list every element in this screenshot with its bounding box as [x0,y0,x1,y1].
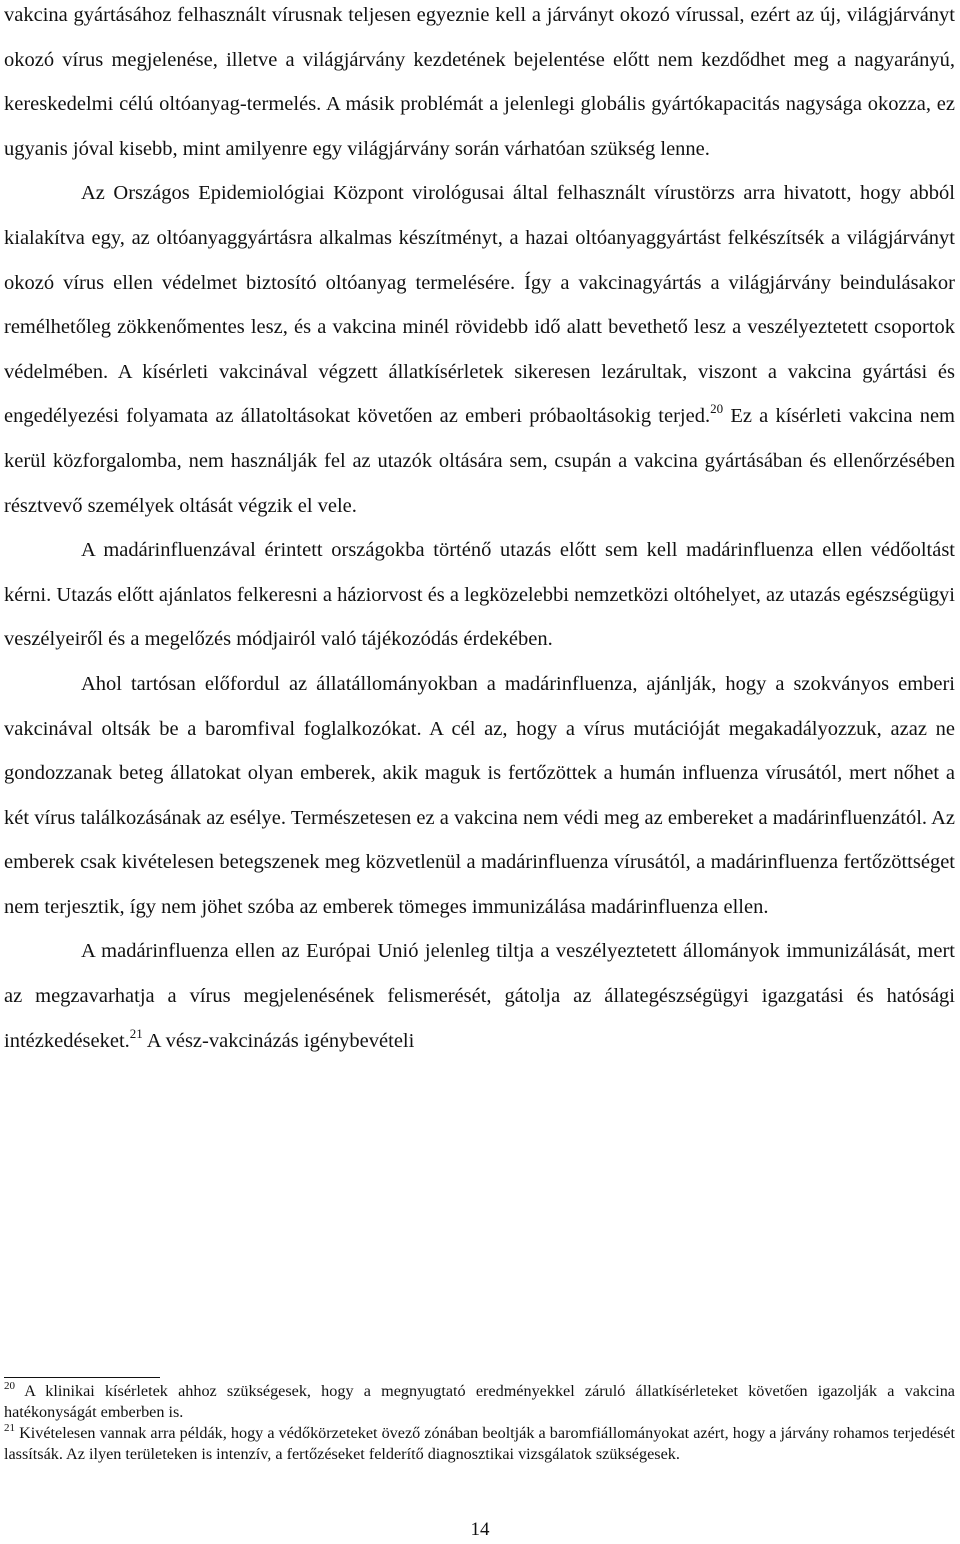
paragraph-text: Ez a kísérleti vakcina nem kerül közforgalomba, nem használják fel az utazók oltására sem, csupán a vakcina gyártásában és ellenőrzésében résztvevő személyek oltását végzik el vele. [4,405,955,517]
footnote-reference: 21 [129,1025,143,1041]
footnote [4,1423,955,1465]
paragraph: vakcina gyártásához felhasznált vírusnak teljesen egyeznie kell a járványt okozó vírussal, ezért az új, világjárványt okozó vírus megjelenése, illetve a világjárvány kezdetének bejelentése előtt nem kezdődhet meg a nagyarányú, kereskedelmi célú oltóanyag-termelés. A másik problémát a jelenlegi globális gyártókapacitás nagysága okozza, ez ugyanis jóval kisebb, mint amilyenre egy világjárvány során várhatóan szükség lenne. [4,4,955,160]
footnote-text: Kivételesen vannak arra példák, hogy a védőkörzeteket övező zónában beoltják a baromfiállományokat azért, hogy a járvány rohamos terjedését lassítsák. Az ilyen területeken is intenzív, a fertőzéseket felderítő diagnosztikai vizsgálatok szükségesek. [4,1424,955,1463]
paragraph [4,929,955,1063]
page-number: 14 [470,1519,490,1540]
paragraph-text: Az Országos Epidemiológiai Központ virológusai által felhasznált vírustörzs arra hivatott, hogy abból kialakítva egy, az oltóanyaggyártásra alkalmas készítményt, a hazai oltóanyaggyártást felkészítsék a világjárványt okozó vírus ellen védelmet biztosító oltóanyag termelésére. Így a vakcinagyártás a világjárvány beindulásakor remélhetőleg zökkenőmentes lesz, és a vakcina minél rövidebb idő alatt bevethető lesz a veszélyeztetett csoportok védelmében. A kísérleti vakcinával végzett állatkísérletek sikeresen lezárultak, viszont a vakcina gyártási és engedélyezési folyamata az állatoltásokat követően az emberi próbaoltásokig terjed. [4,182,955,428]
paragraph-text: A vész-vakcinázás igénybevételi [142,1029,415,1052]
document-page [4,0,955,1063]
footnotes [4,1381,955,1465]
paragraph: A madárinfluenzával érintett országokba történő utazás előtt sem kell madárinfluenza ellen védőoltást kérni. Utazás előtt ajánlatos felkeresni a háziorvost és a legközelebbi nemzetközi oltóhelyet, az utazás egészségügyi veszélyeiről és a megelőzés módjairól való tájékozódás érdekében. [4,539,955,651]
paragraph [4,171,955,528]
footnote-text: A klinikai kísérletek ahhoz szükségesek, hogy a megnyugtató eredményekkel záruló állatkísérleteket követően igazolják a vakcina hatékonyságát emberben is. [4,1382,955,1421]
footnote-divider [4,1377,160,1378]
footnote-number: 21 [4,1422,15,1434]
footnote-reference: 20 [710,401,724,417]
paragraph-text: A madárinfluenza ellen az Európai Unió jelenleg tiltja a veszélyeztetett állományok immunizálását, mert az megzavarhatja a vírus megjelenésének felismerését, gátolja az állategészségügyi igazgatási és hatósági intézkedéseket. [4,940,955,1052]
footnote [4,1381,955,1423]
footnote-number: 20 [4,1380,15,1392]
paragraph: Ahol tartósan előfordul az állatállományokban a madárinfluenza, ajánlják, hogy a szokványos emberi vakcinával oltsák be a baromfival foglalkozókat. A cél az, hogy a vírus mutációját megakadályozzuk, azaz ne gondozzanak beteg állatokat olyan emberek, akik maguk is fertőzöttek a humán influenza vírusától, mert nőhet a két vírus találkozásának az esélye. Természetesen ez a vakcina nem védi meg az embereket a madárinfluenzától. Az emberek csak kivételesen betegszenek meg közvetlenül a madárinfluenza vírusától, a madárinfluenza fertőzöttséget nem terjesztik, így nem jöhet szóba az emberek tömeges immunizálása madárinfluenza ellen. [4,672,955,918]
